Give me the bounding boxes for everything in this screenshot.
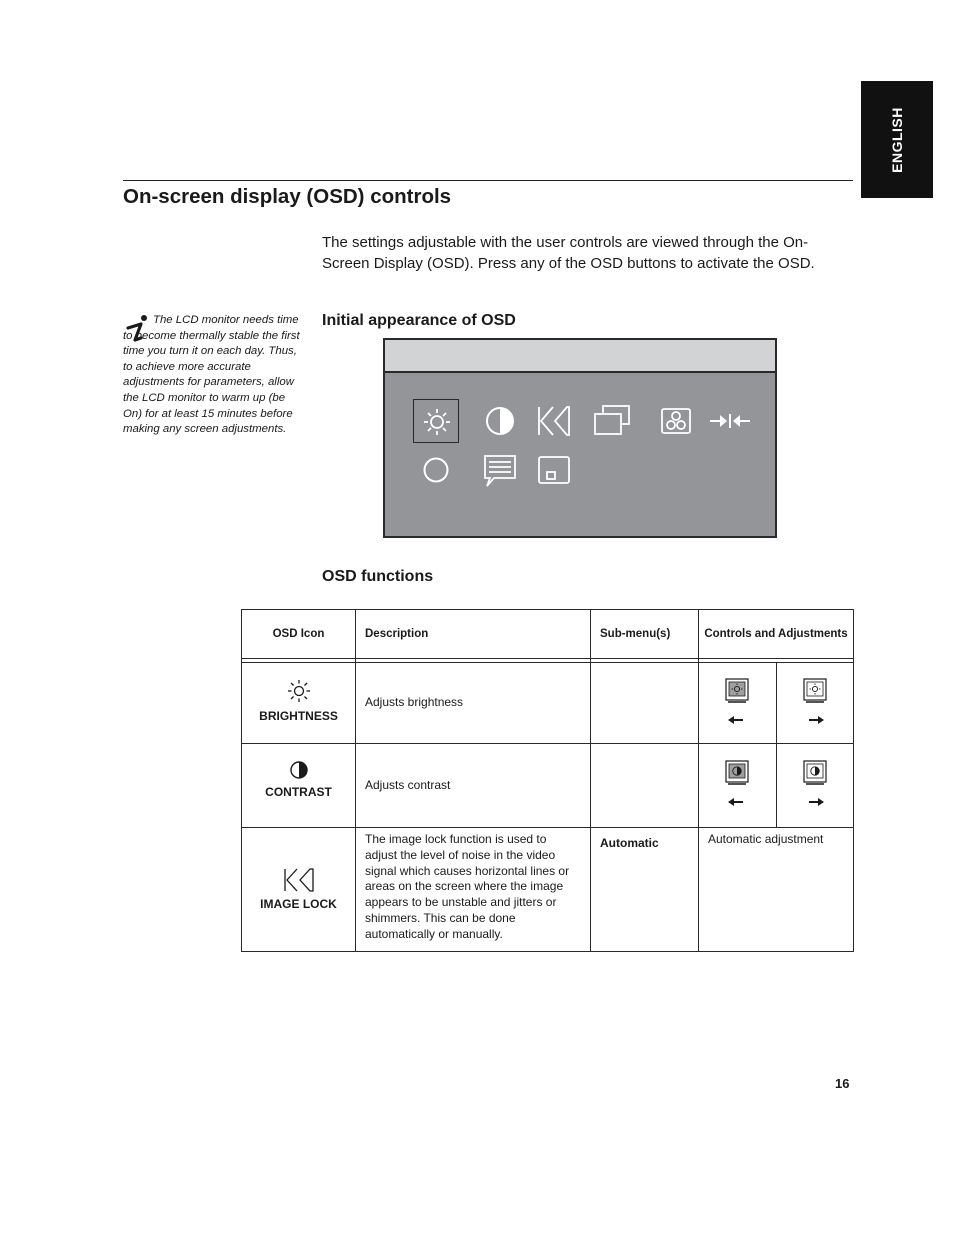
- information-icon[interactable]: [477, 448, 523, 492]
- description-contrast: Adjusts contrast: [356, 744, 591, 828]
- icon-label-brightness: BRIGHTNESS: [259, 709, 338, 723]
- table-row: [242, 663, 854, 744]
- brightness-decrease-icon: [722, 676, 752, 730]
- page-title: On-screen display (OSD) controls: [123, 185, 452, 208]
- contrast-increase-control: [776, 744, 854, 827]
- table-row: [242, 828, 854, 952]
- contrast-icon: [288, 759, 310, 781]
- intro-paragraph: The settings adjustable with the user controls are viewed through the On-Screen Display (OSD). Press any of the OSD buttons to activate the OSD.: [322, 234, 815, 272]
- exit-icon[interactable]: [531, 448, 577, 492]
- image-setup-icon[interactable]: [653, 399, 699, 443]
- side-note: [123, 313, 305, 438]
- controls-image-lock: Automatic adjustment: [699, 828, 854, 952]
- icon-label-image-lock: IMAGE LOCK: [260, 897, 337, 912]
- osd-functions-heading: OSD functions: [322, 568, 434, 585]
- info-i-icon: [125, 314, 151, 344]
- col-header-description: Description: [356, 610, 591, 659]
- osd-main-panel: [383, 338, 777, 538]
- factory-reset-icon[interactable]: [707, 399, 753, 443]
- title-rule: [123, 180, 853, 181]
- page-number: 16: [835, 1076, 850, 1091]
- options-icon[interactable]: [413, 448, 459, 492]
- contrast-decrease-icon: [722, 758, 752, 812]
- contrast-increase-icon: [800, 758, 830, 812]
- language-tab-label: ENGLISH: [889, 106, 905, 173]
- contrast-decrease-control: [699, 744, 776, 827]
- icon-label-contrast: CONTRAST: [265, 785, 332, 799]
- description-image-lock: The image lock function is used to adjust the level of noise in the video signal which causes horizontal lines or areas on the screen where the image appears to be unstable and jitters or shimmers. This can be done automatically or manually.: [356, 828, 591, 952]
- table-header-row: [242, 610, 854, 659]
- submenu-image-lock: Automatic: [591, 828, 699, 952]
- description-brightness: Adjusts brightness: [356, 663, 591, 744]
- image-lock-icon[interactable]: [531, 399, 577, 443]
- osd-functions-table: [241, 609, 854, 952]
- submenu-contrast: [591, 744, 699, 828]
- brightness-increase-icon: [800, 676, 830, 730]
- brightness-icon: [285, 677, 313, 705]
- brightness-decrease-control: [699, 663, 776, 743]
- brightness-icon[interactable]: [413, 399, 459, 443]
- col-header-icon: OSD Icon: [242, 610, 356, 659]
- initial-appearance-heading: Initial appearance of OSD: [322, 312, 516, 329]
- brightness-increase-control: [776, 663, 854, 743]
- col-header-controls: Controls and Adjustments: [699, 610, 854, 659]
- image-lock-icon: [282, 867, 316, 893]
- contrast-icon[interactable]: [477, 399, 523, 443]
- table-row: [242, 744, 854, 828]
- image-position-icon[interactable]: [589, 399, 635, 443]
- submenu-brightness: [591, 663, 699, 744]
- osd-title-bar: [385, 340, 775, 373]
- language-tab: [861, 81, 933, 198]
- side-note-text: The LCD monitor needs time to become thermally stable the first time you turn it on each day. Thus, to achieve more accurate adjustments for parameters, allow the LCD monitor to warm up (be On) for at least 15 minutes before making any screen adjustments.: [123, 314, 300, 436]
- col-header-submenus: Sub-menu(s): [591, 610, 699, 659]
